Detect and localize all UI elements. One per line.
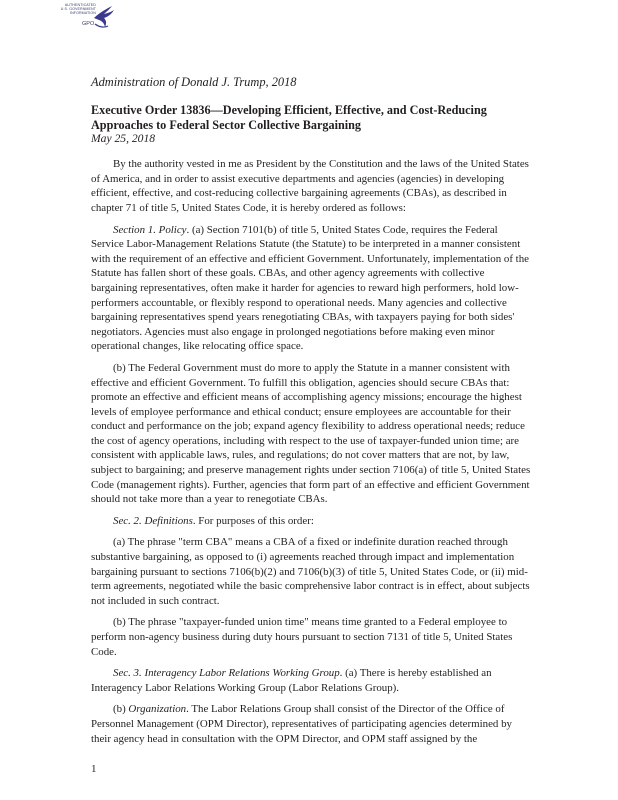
paragraph-text: . (a) Section 7101(b) of title 5, United States Code, requires the Federal Service Labor-Management Relations Statute (the Statute) to be interpreted in a manner consistent with the requirement of an effective and efficient Government. Unfortunately, implementation of the Statute has fallen short of these goals. CBAs, and other agency agreements with collective bargaining representatives, often make it harder for agencies to reward high performers, hold low-performers accountable, or flexibly respond to operational needs. Many agencies and collective bargaining representatives spend years renegotiating CBAs, with taxpayers paying for both sides' negotiators. Agencies must also engage in prolonged negotiations before making even minor operational changes, like relocating office space. [91,223,529,353]
section-1a-paragraph [91,223,531,354]
section-1b-paragraph: (b) The Federal Government must do more to apply the Statute in a manner consistent with effective and efficient Government. To fulfill this obligation, agencies should secure CBAs that: promote an effective and efficient means of accomplishing agency missions; encourage the highest levels of employee performance and ethical conduct; ensure employees are accountable for their conduct and performance on the job; expand agency flexibility to address operational needs; reduce the cost of agency operations, including with respect to the use of taxpayer-funded union time; are consistent with applicable laws, rules, and regulations; do not cover matters that are not, by law, subject to bargaining; and preserve management rights under section 7106(a) of title 5, United States Code (management rights). Further, agencies that form part of an effective and efficient Government should not take more than a year to renegotiate CBAs. [91,361,531,506]
section-heading: Sec. 2. Definitions [113,514,193,527]
section-3b-paragraph [91,702,531,746]
logo-text [44,3,96,16]
paragraph-text: . For purposes of this order: [192,514,314,527]
intro-paragraph: By the authority vested in me as President by the Constitution and the laws of the United States of America, and in order to assist executive departments and agencies (agencies) in developing efficient, effective, and cost-reducing collective bargaining agreements (CBAs), as described in chapter 71 of title 5, United States Code, it is hereby ordered as follows: [91,158,529,214]
document-title: Executive Order 13836—Developing Efficient, Effective, and Cost-Reducing Approaches to Federal Sector Collective Bargaining [91,103,487,132]
section-2b-paragraph: (b) The phrase "taxpayer-funded union time" means time granted to a Federal employee to perform non-agency business during duty hours pursuant to section 7131 of title 5, United States Code. [91,616,513,658]
section-heading: Sec. 3. Interagency Labor Relations Working Group [113,667,340,680]
document-date: May 25, 2018 [91,132,156,146]
section-heading: Section 1. Policy [113,223,187,236]
paragraph-label: (b) [113,703,129,716]
paragraph-text: . (a) There is hereby established an Interagency Labor Relations Working Group (Labor Relations Group). [91,667,492,694]
section-3a-paragraph [91,666,531,695]
logo-line: U.S. GOVERNMENT [60,7,96,12]
section-2-lead-paragraph [91,514,531,529]
page-number: 1 [91,763,97,775]
document-body [91,74,531,753]
logo-line: AUTHENTICATED [64,3,96,7]
subsection-heading: Organization [128,703,187,716]
logo-line: INFORMATION [70,11,96,16]
section-2a-paragraph: (a) The phrase "term CBA" means a CBA of a fixed or indefinite duration reached through substantive bargaining, as opposed to (i) agreements reached through impact and implementation bargaining pursuant to sections 7106(b)(2) and 7106(b)(3) of title 5, United States Code, or (ii) mid-term agreements, negotiated while the basic comprehensive labor contract is in effect, about subjects not included in such contract. [91,536,530,607]
administration-line: Administration of Donald J. Trump, 2018 [91,75,297,89]
eagle-icon [92,4,116,30]
logo-agency: GPO [82,21,95,27]
paragraph-text: . The Labor Relations Group shall consist of the Director of the Office of Personnel Management (OPM Director), representatives of participating agencies determined by their agency head in consultation with the OPM Director, and OPM staff assigned by the [91,703,512,745]
gpo-authentication-logo [44,3,116,33]
